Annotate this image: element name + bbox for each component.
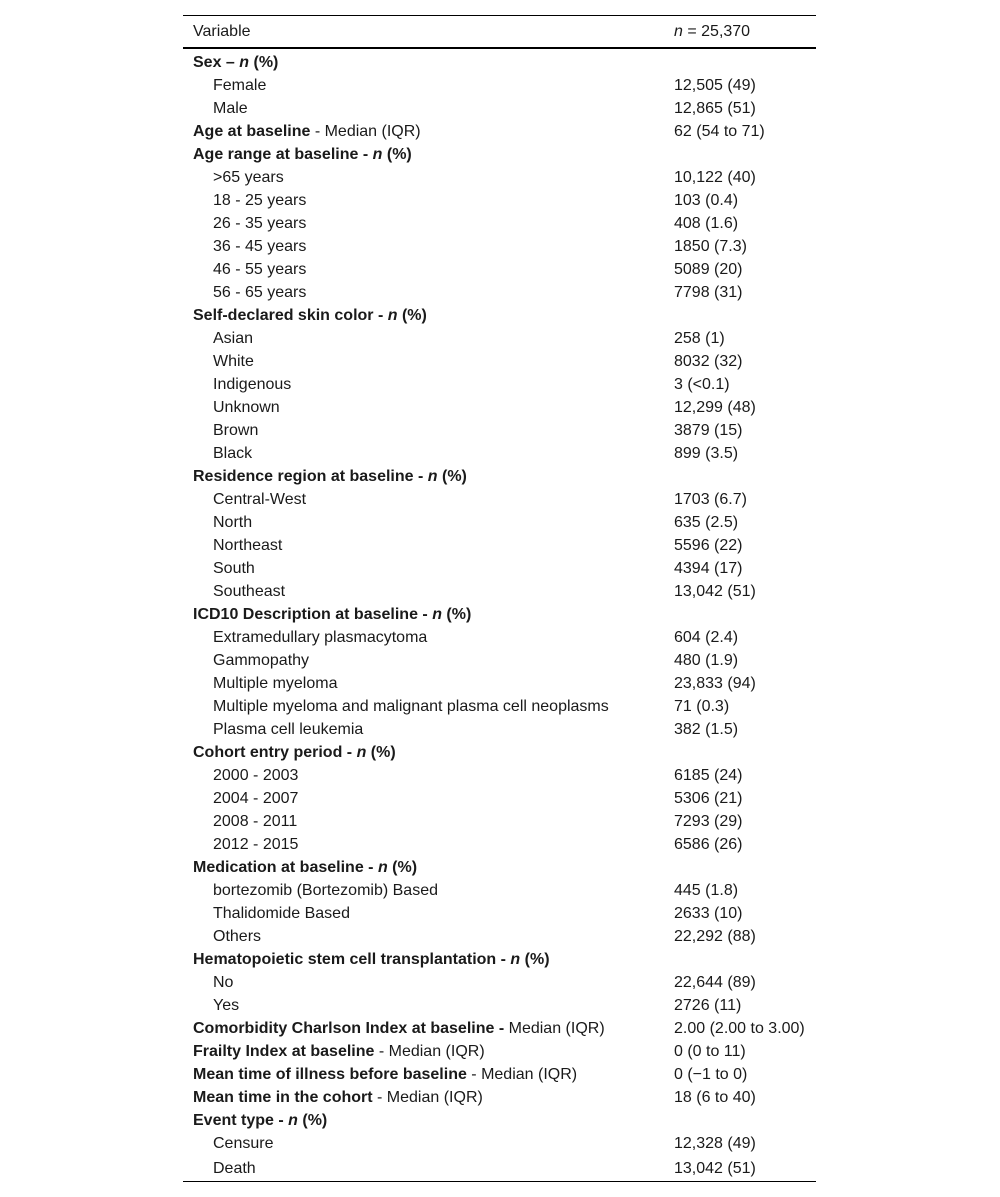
row-label-text: 2004 - 2007 — [213, 790, 299, 807]
section-row-age-baseline — [183, 120, 816, 143]
row-value-text: 258 (1) — [674, 330, 725, 347]
table-row — [183, 511, 816, 534]
section-value — [674, 856, 816, 879]
row-value-text: 12,505 (49) — [674, 77, 756, 94]
section-n-italic: n — [427, 468, 438, 485]
row-value-text: 480 (1.9) — [674, 652, 739, 669]
row-value — [674, 718, 816, 741]
row-label — [183, 327, 674, 350]
row-label-text: >65 years — [213, 169, 284, 186]
row-value — [674, 994, 816, 1017]
row-label — [183, 166, 674, 189]
row-value — [674, 212, 816, 235]
section-title: Age at baseline — [193, 123, 311, 140]
row-value-text: 103 (0.4) — [674, 192, 739, 209]
row-label-text: 2008 - 2011 — [213, 813, 298, 830]
row-value — [674, 281, 816, 304]
section-title: Comorbidity Charlson Index at baseline - — [193, 1020, 505, 1037]
row-label — [183, 373, 674, 396]
section-pct: (%) — [441, 468, 467, 485]
table-row — [183, 350, 816, 373]
row-label — [183, 810, 674, 833]
section-label — [183, 1086, 674, 1109]
row-label-text: 36 - 45 years — [213, 238, 307, 255]
row-value — [674, 971, 816, 994]
row-value — [674, 925, 816, 948]
row-value-text: 13,042 (51) — [674, 583, 756, 600]
row-label — [183, 212, 674, 235]
row-label-text: Brown — [213, 422, 259, 439]
table-body — [183, 48, 816, 1182]
section-row-sex — [183, 48, 816, 74]
row-value-text: 635 (2.5) — [674, 514, 739, 531]
table-row — [183, 235, 816, 258]
row-label — [183, 764, 674, 787]
row-label — [183, 396, 674, 419]
row-value — [674, 1132, 816, 1155]
row-label-text: Gammopathy — [213, 652, 310, 669]
table-row — [183, 580, 816, 603]
row-value — [674, 810, 816, 833]
row-value-text: 5089 (20) — [674, 261, 743, 278]
row-label-text: Female — [213, 77, 267, 94]
section-value — [674, 1086, 816, 1109]
section-label — [183, 603, 674, 626]
table-row — [183, 442, 816, 465]
row-value — [674, 97, 816, 120]
section-title: Cohort entry period - — [193, 744, 353, 761]
row-value — [674, 787, 816, 810]
table-row — [183, 166, 816, 189]
section-label — [183, 741, 674, 764]
section-value-text: 0 (−1 to 0) — [674, 1066, 748, 1083]
section-pct: (%) — [392, 859, 418, 876]
row-label-text: Others — [213, 928, 262, 945]
row-label-text: 46 - 55 years — [213, 261, 307, 278]
row-label-text: White — [213, 353, 254, 370]
row-label-text: Northeast — [213, 537, 283, 554]
row-value — [674, 235, 816, 258]
row-label — [183, 511, 674, 534]
section-label — [183, 143, 674, 166]
row-value-text: 604 (2.4) — [674, 629, 739, 646]
table-row — [183, 626, 816, 649]
table-row — [183, 764, 816, 787]
section-row-medication — [183, 856, 816, 879]
row-value-text: 22,644 (89) — [674, 974, 756, 991]
section-suffix: - Median (IQR) — [372, 1089, 483, 1106]
row-label — [183, 97, 674, 120]
row-label-text: Thalidomide Based — [213, 905, 350, 922]
row-value-text: 12,299 (48) — [674, 399, 756, 416]
section-row-event-type — [183, 1109, 816, 1132]
row-value — [674, 166, 816, 189]
row-value — [674, 626, 816, 649]
row-label-text: 2000 - 2003 — [213, 767, 299, 784]
row-label — [183, 879, 674, 902]
table-row — [183, 258, 816, 281]
section-value — [674, 48, 816, 74]
row-value — [674, 764, 816, 787]
row-label-text: Multiple myeloma — [213, 675, 338, 692]
table-header-row — [183, 16, 816, 49]
section-pct: (%) — [386, 146, 412, 163]
row-label-text: Indigenous — [213, 376, 292, 393]
section-title: Hematopoietic stem cell transplantation - — [193, 951, 506, 968]
row-label — [183, 971, 674, 994]
row-value — [674, 258, 816, 281]
row-value-text: 7293 (29) — [674, 813, 743, 830]
row-value-text: 13,042 (51) — [674, 1159, 756, 1177]
row-label-text: Extramedullary plasmacytoma — [213, 629, 428, 646]
row-value-text: 3 (<0.1) — [674, 376, 730, 393]
header-n — [674, 16, 816, 49]
row-value — [674, 488, 816, 511]
row-value-text: 3879 (15) — [674, 422, 743, 439]
row-label-text: bortezomib (Bortezomib) Based — [213, 882, 438, 899]
row-value-text: 23,833 (94) — [674, 675, 756, 692]
row-label-text: 2012 - 2015 — [213, 836, 299, 853]
row-label-text: 18 - 25 years — [213, 192, 307, 209]
section-label — [183, 1063, 674, 1086]
section-value — [674, 1063, 816, 1086]
section-row-charlson — [183, 1017, 816, 1040]
row-value — [674, 534, 816, 557]
table-row — [183, 649, 816, 672]
table-row — [183, 971, 816, 994]
section-label — [183, 48, 674, 74]
section-suffix: - Median (IQR) — [310, 123, 421, 140]
row-label — [183, 718, 674, 741]
table-row — [183, 695, 816, 718]
row-value — [674, 396, 816, 419]
section-row-icd10 — [183, 603, 816, 626]
section-n-italic: n — [387, 307, 398, 324]
section-pct: (%) — [253, 54, 279, 71]
row-label-text: South — [213, 560, 255, 577]
header-n-italic: n — [674, 23, 683, 40]
row-label-text: Yes — [213, 997, 240, 1014]
section-row-frailty — [183, 1040, 816, 1063]
row-label-text: Plasma cell leukemia — [213, 721, 364, 738]
table-row — [183, 902, 816, 925]
row-label — [183, 649, 674, 672]
table-row — [183, 833, 816, 856]
row-label — [183, 626, 674, 649]
section-title: Mean time in the cohort — [193, 1089, 373, 1106]
row-value-text: 4394 (17) — [674, 560, 743, 577]
row-value-text: 12,865 (51) — [674, 100, 756, 117]
section-value — [674, 1040, 816, 1063]
row-label — [183, 557, 674, 580]
row-value — [674, 833, 816, 856]
table-row — [183, 810, 816, 833]
row-value-text: 8032 (32) — [674, 353, 743, 370]
row-value-text: 1703 (6.7) — [674, 491, 747, 508]
row-label — [183, 695, 674, 718]
row-value — [674, 350, 816, 373]
section-label — [183, 856, 674, 879]
table-row — [183, 925, 816, 948]
row-label — [183, 1132, 674, 1155]
section-value-text: 2.00 (2.00 to 3.00) — [674, 1020, 805, 1037]
row-value-text: 7798 (31) — [674, 284, 743, 301]
row-label — [183, 258, 674, 281]
row-label — [183, 281, 674, 304]
row-value — [674, 902, 816, 925]
row-label-text: Multiple myeloma and malignant plasma cell neoplasms — [213, 698, 609, 715]
section-n-italic: n — [377, 859, 388, 876]
row-value-text: 2633 (10) — [674, 905, 743, 922]
row-value — [674, 327, 816, 350]
row-value — [674, 1155, 816, 1182]
row-value-text: 1850 (7.3) — [674, 238, 747, 255]
section-title: Mean time of illness before baseline — [193, 1066, 467, 1083]
section-value — [674, 603, 816, 626]
row-label-text: Asian — [213, 330, 254, 347]
section-suffix: - Median (IQR) — [374, 1043, 485, 1060]
row-value — [674, 419, 816, 442]
row-label — [183, 419, 674, 442]
section-suffix: - Median (IQR) — [466, 1066, 578, 1083]
section-title: Sex – — [193, 54, 235, 71]
row-label-text: Male — [213, 100, 248, 117]
row-value-text: 5306 (21) — [674, 790, 743, 807]
section-value — [674, 143, 816, 166]
section-row-skin-color — [183, 304, 816, 327]
row-value — [674, 189, 816, 212]
section-value — [674, 948, 816, 971]
row-label-text: North — [213, 514, 253, 531]
section-title: Self-declared skin color - — [193, 307, 384, 324]
section-value — [674, 1017, 816, 1040]
row-value — [674, 649, 816, 672]
section-title: Residence region at baseline - — [193, 468, 424, 485]
section-row-hsct — [183, 948, 816, 971]
section-title: ICD10 Description at baseline - — [193, 606, 428, 623]
section-value — [674, 120, 816, 143]
row-value-text: 445 (1.8) — [674, 882, 739, 899]
table-row — [183, 419, 816, 442]
row-value — [674, 695, 816, 718]
row-label — [183, 235, 674, 258]
section-title: Medication at baseline - — [193, 859, 374, 876]
row-value-text: 22,292 (88) — [674, 928, 756, 945]
row-label-text: 26 - 35 years — [213, 215, 307, 232]
section-row-age-range — [183, 143, 816, 166]
section-n-italic: n — [288, 1112, 298, 1129]
row-value-text: 10,122 (40) — [674, 169, 756, 186]
section-pct: (%) — [401, 307, 427, 324]
row-value — [674, 557, 816, 580]
header-n-value: = 25,370 — [682, 23, 751, 40]
row-label — [183, 672, 674, 695]
table-row — [183, 534, 816, 557]
row-value — [674, 74, 816, 97]
section-label — [183, 120, 674, 143]
section-n-italic: n — [432, 606, 442, 623]
row-value-text: 6586 (26) — [674, 836, 743, 853]
section-label — [183, 465, 674, 488]
section-n-italic: n — [510, 951, 521, 968]
row-label — [183, 902, 674, 925]
row-label — [183, 189, 674, 212]
table-row — [183, 396, 816, 419]
section-title: Frailty Index at baseline — [193, 1043, 375, 1060]
row-value-text: 5596 (22) — [674, 537, 743, 554]
row-label-text: Black — [213, 445, 253, 462]
row-label-text: Death — [213, 1159, 256, 1177]
table-row — [183, 557, 816, 580]
header-variable: Variable — [183, 16, 674, 49]
section-row-illness-time — [183, 1063, 816, 1086]
table-row — [183, 1155, 816, 1182]
table-row — [183, 281, 816, 304]
section-pct: (%) — [302, 1112, 328, 1129]
section-value — [674, 465, 816, 488]
table-row — [183, 212, 816, 235]
row-value-text: 382 (1.5) — [674, 721, 739, 738]
row-value — [674, 580, 816, 603]
section-value-text: 0 (0 to 11) — [674, 1043, 746, 1060]
section-value — [674, 741, 816, 764]
section-n-italic: n — [239, 54, 250, 71]
table-row — [183, 373, 816, 396]
row-label — [183, 534, 674, 557]
table-row — [183, 189, 816, 212]
section-pct: (%) — [446, 606, 472, 623]
row-label-text: Southeast — [213, 583, 286, 600]
row-value — [674, 373, 816, 396]
table-row — [183, 488, 816, 511]
row-label-text: Central-West — [213, 491, 307, 508]
section-n-italic: n — [356, 744, 367, 761]
table-row — [183, 97, 816, 120]
table-row — [183, 672, 816, 695]
row-label — [183, 787, 674, 810]
row-value-text: 408 (1.6) — [674, 215, 739, 232]
table-row — [183, 994, 816, 1017]
row-label — [183, 925, 674, 948]
table-row — [183, 879, 816, 902]
section-label — [183, 1040, 674, 1063]
row-label — [183, 350, 674, 373]
row-value — [674, 511, 816, 534]
section-label — [183, 1017, 674, 1040]
section-pct: (%) — [524, 951, 550, 968]
row-label-text: Censure — [213, 1135, 274, 1152]
row-label — [183, 1155, 674, 1182]
row-label — [183, 580, 674, 603]
section-pct: (%) — [370, 744, 396, 761]
section-n-italic: n — [372, 146, 383, 163]
row-value-text: 6185 (24) — [674, 767, 743, 784]
section-label — [183, 948, 674, 971]
section-row-entry-period — [183, 741, 816, 764]
baseline-characteristics-table — [183, 15, 816, 1182]
section-title: Age range at baseline - — [193, 146, 369, 163]
table-row — [183, 327, 816, 350]
section-value-text: 18 (6 to 40) — [674, 1089, 756, 1106]
table-row — [183, 718, 816, 741]
row-value-text: 2726 (11) — [674, 997, 742, 1014]
row-label — [183, 994, 674, 1017]
row-value-text: 899 (3.5) — [674, 445, 739, 462]
row-label — [183, 488, 674, 511]
section-row-cohort-time — [183, 1086, 816, 1109]
row-value — [674, 879, 816, 902]
section-value — [674, 304, 816, 327]
table-row — [183, 74, 816, 97]
row-label — [183, 74, 674, 97]
row-label-text: No — [213, 974, 234, 991]
row-value — [674, 442, 816, 465]
section-label — [183, 304, 674, 327]
section-suffix: Median (IQR) — [504, 1020, 605, 1037]
row-label — [183, 833, 674, 856]
table-row — [183, 787, 816, 810]
row-label — [183, 442, 674, 465]
section-value — [674, 1109, 816, 1132]
row-label-text: Unknown — [213, 399, 280, 416]
section-row-region — [183, 465, 816, 488]
section-title: Event type - — [193, 1112, 284, 1129]
table-row — [183, 1132, 816, 1155]
section-value-text: 62 (54 to 71) — [674, 123, 765, 140]
row-value-text: 12,328 (49) — [674, 1135, 756, 1152]
section-label — [183, 1109, 674, 1132]
row-label-text: 56 - 65 years — [213, 284, 307, 301]
row-value-text: 71 (0.3) — [674, 698, 730, 715]
row-value — [674, 672, 816, 695]
